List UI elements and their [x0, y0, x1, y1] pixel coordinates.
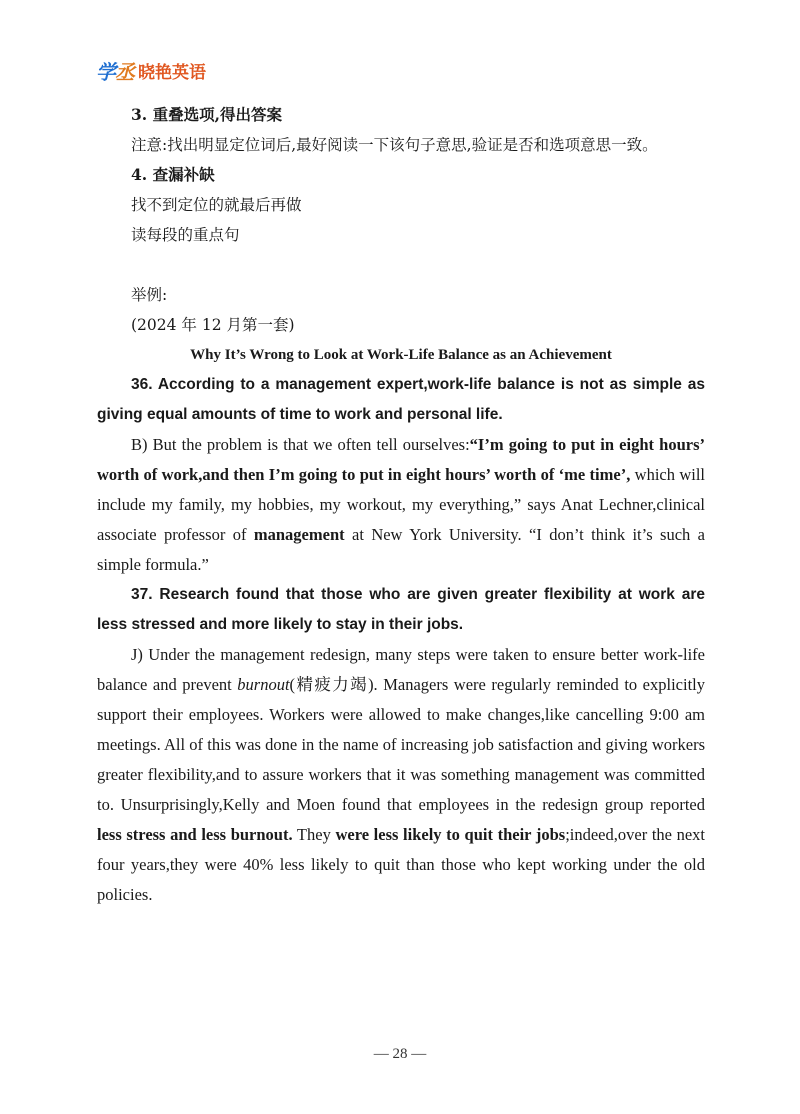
- paragraph-j: J) Under the management redesign, many steps were taken to ensure better work-life balance and prevent burnout(精疲力竭). Managers were regularly reminded to explicitly support their employees. Workers were allowed to make changes,like cancelling 9:00 am meetings. All of this was done in the name of increasing job satisfaction and giving workers greater flexibility,and to assure workers that it was something management was committed to. Unsurprisingly,Kelly and Moen found that employees in the redesign group reported less stress and less burnout. They were less likely to quit their jobs;indeed,over the next four years,they were 40% less likely to quit than those who kept working under the old policies.: [97, 645, 706, 904]
- passage-title: Why It’s Wrong to Look at Work-Life Balance as an Achievement: [190, 347, 612, 363]
- paragraph-b: B) But the problem is that we often tell ourselves:“I’m going to put in eight hours’ worth of work,and then I’m going to put in eight hours’ worth of ‘me time’, which will include my family, my hobbies, my workout, my everything,” says Anat Lechner,clinical associate professor of management at New York University. “I don’t think it’s such a simple formula.”: [97, 435, 705, 574]
- question-36: 36. According to a management expert,work-life balance is not as simple as giving equal amounts of time to work and personal life.: [97, 376, 705, 423]
- step-4-line-2: 读每段的重点句: [131, 226, 240, 244]
- example-source: (2024 年 12 月第一套): [131, 316, 295, 334]
- step-4-line-1: 找不到定位的就最后再做: [131, 196, 302, 214]
- brand-logo: [96, 56, 206, 85]
- logo-mark: 学丞: [96, 60, 134, 84]
- step-3-title: 3. 重叠选项,得出答案: [131, 105, 282, 124]
- question-37: 37. Research found that those who are given greater flexibility at work are less stressed and more likely to stay in their jobs.: [97, 586, 705, 633]
- page-number: — 28 —: [373, 1046, 427, 1062]
- step-3-note: 注意:找出明显定位词后,最好阅读一下该句子意思,验证是否和选项意思一致。: [131, 136, 658, 154]
- example-label: 举例:: [131, 286, 168, 304]
- page-content: [97, 100, 705, 910]
- step-4-title: 4. 查漏补缺: [131, 165, 215, 184]
- logo-text: 晓艳英语: [138, 63, 206, 83]
